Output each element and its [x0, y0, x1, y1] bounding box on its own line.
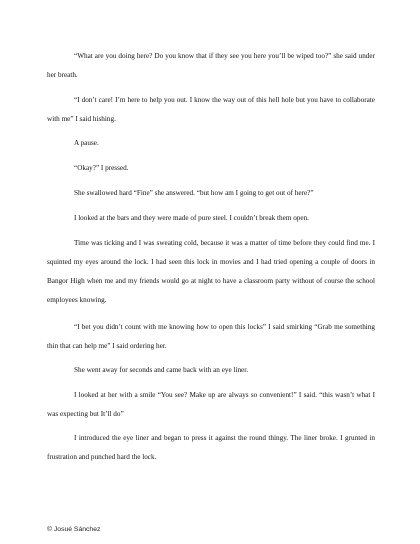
paragraph-9: She went away for seconds and came back with an eye liner.	[74, 366, 249, 374]
paragraph-1: “What are you doing here? Do you know that if they see you here you’ll be wiped too?” she said under her breath.	[47, 52, 375, 79]
paragraph-6: I looked at the bars and they were made of pure steel. I couldn’t break them open.	[74, 214, 309, 222]
paragraph-11: I introduced the eye liner and began to press it against the round thingy. The liner broke. I grunted in frustration and punched hard the lock.	[47, 434, 375, 461]
paragraph-2: “I don’t care! I’m here to help you out. I know the way out of this hell hole but you have to collaborate with me” I said hishing.	[47, 96, 375, 123]
paragraph-7: Time was ticking and I was sweating cold, because it was a matter of time before they could find me. I squinted my eyes around the lock. I had seen this lock in movies and I had tried opening a couple of doors in Bangor High when me and my friends would go at night to have a classroom party without of course the school employees knowing.	[47, 239, 375, 304]
paragraph-3: A pause.	[74, 139, 99, 147]
paragraph-10: I looked at her with a smile “You see? Make up are always so convenient!” I said. “this wasn’t what I was expecting but It’ll do”	[47, 391, 375, 418]
copyright-footer: © Josué Sánchez	[47, 526, 101, 533]
paragraph-8: “I bet you didn’t count with me knowing how to open this locks” I said smirking “Grab me something thin that can help me” I said ordering her.	[47, 323, 375, 350]
paragraph-5: She swallowed hard “Fine” she answered. “but how am I going to get out of here?”	[74, 189, 314, 197]
paragraph-4: “Okay?” I pressed.	[74, 164, 129, 172]
